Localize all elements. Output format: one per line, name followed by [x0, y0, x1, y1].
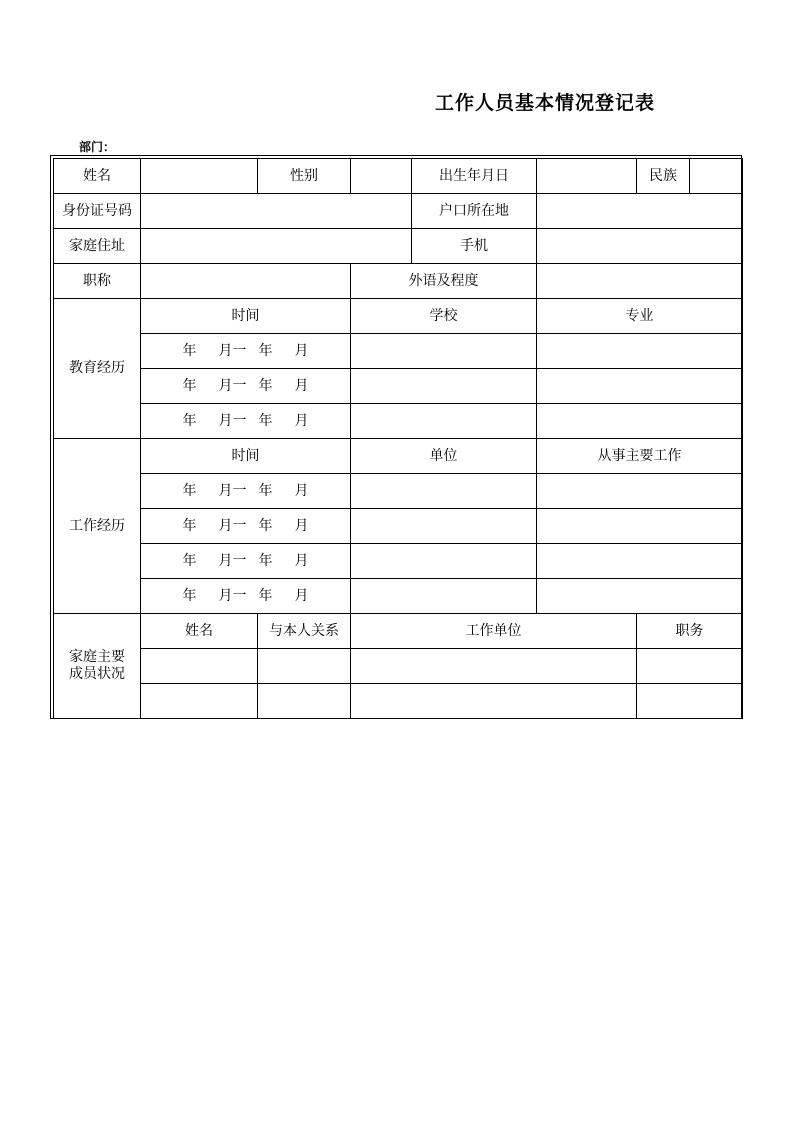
family-relation-header: 与本人关系: [258, 614, 351, 649]
year-start: 年: [182, 587, 197, 604]
month-end: 月: [294, 482, 309, 499]
work-time-cell[interactable]: [141, 474, 351, 509]
work-duty-field[interactable]: [537, 579, 743, 614]
education-school-header: 学校: [351, 299, 537, 334]
year-end: 年: [258, 552, 273, 569]
page-title: 工作人员基本情况登记表: [434, 92, 655, 114]
name-field[interactable]: [141, 159, 258, 194]
year-end: 年: [258, 482, 273, 499]
education-row: [54, 404, 743, 439]
work-row: [54, 474, 743, 509]
family-label-line-2: 成员状况: [69, 666, 125, 682]
basic-row-2: [54, 194, 743, 229]
month-end: 月: [294, 552, 309, 569]
ethnicity-label: 民族: [637, 159, 690, 194]
year-end: 年: [258, 412, 273, 429]
education-label: 教育经历: [54, 299, 141, 439]
month-start: 月一: [218, 482, 247, 499]
education-time-header: 时间: [141, 299, 351, 334]
hukou-label: 户口所在地: [412, 194, 537, 229]
work-unit-field[interactable]: [351, 544, 537, 579]
family-relation-field[interactable]: [258, 649, 351, 684]
work-unit-field[interactable]: [351, 474, 537, 509]
month-start: 月一: [218, 552, 247, 569]
month-end: 月: [294, 342, 309, 359]
gender-label: 性别: [258, 159, 351, 194]
education-time-cell[interactable]: [141, 334, 351, 369]
family-header-row: [54, 614, 743, 649]
month-start: 月一: [218, 587, 247, 604]
education-major-field[interactable]: [537, 334, 743, 369]
month-start: 月一: [218, 342, 247, 359]
family-label-line-1: 家庭主要: [69, 649, 125, 665]
work-time-cell[interactable]: [141, 509, 351, 544]
id-number-label: 身份证号码: [54, 194, 141, 229]
title-label: 职称: [54, 264, 141, 299]
education-major-field[interactable]: [537, 369, 743, 404]
work-row: [54, 579, 743, 614]
family-name-field[interactable]: [141, 684, 258, 719]
family-workplace-field[interactable]: [351, 684, 637, 719]
year-end: 年: [258, 377, 273, 394]
year-start: 年: [182, 552, 197, 569]
work-unit-header: 单位: [351, 439, 537, 474]
address-field[interactable]: [141, 229, 412, 264]
basic-row-4: [54, 264, 743, 299]
work-duty-field[interactable]: [537, 544, 743, 579]
year-start: 年: [182, 342, 197, 359]
family-name-header: 姓名: [141, 614, 258, 649]
education-major-header: 专业: [537, 299, 743, 334]
family-workplace-field[interactable]: [351, 649, 637, 684]
work-header-row: [54, 439, 743, 474]
month-end: 月: [294, 517, 309, 534]
hukou-field[interactable]: [537, 194, 743, 229]
month-start: 月一: [218, 517, 247, 534]
department-label: 部门：: [79, 140, 116, 154]
education-school-field[interactable]: [351, 334, 537, 369]
education-time-cell[interactable]: [141, 369, 351, 404]
id-number-field[interactable]: [141, 194, 412, 229]
education-time-cell[interactable]: [141, 404, 351, 439]
family-row: [54, 649, 743, 684]
work-time-header: 时间: [141, 439, 351, 474]
work-row: [54, 509, 743, 544]
family-label: [54, 614, 141, 719]
education-row: [54, 334, 743, 369]
month-end: 月: [294, 412, 309, 429]
month-end: 月: [294, 587, 309, 604]
ethnicity-field[interactable]: [690, 159, 743, 194]
mobile-label: 手机: [412, 229, 537, 264]
year-end: 年: [258, 342, 273, 359]
year-start: 年: [182, 517, 197, 534]
work-time-cell[interactable]: [141, 579, 351, 614]
education-header-row: [54, 299, 743, 334]
work-duty-header: 从事主要工作: [537, 439, 743, 474]
language-label: 外语及程度: [351, 264, 537, 299]
year-start: 年: [182, 412, 197, 429]
gender-field[interactable]: [351, 159, 412, 194]
education-school-field[interactable]: [351, 404, 537, 439]
birth-date-label: 出生年月日: [412, 159, 537, 194]
family-row: [54, 684, 743, 719]
title-field[interactable]: [141, 264, 351, 299]
month-start: 月一: [218, 412, 247, 429]
education-row: [54, 369, 743, 404]
work-time-cell[interactable]: [141, 544, 351, 579]
year-end: 年: [258, 517, 273, 534]
work-unit-field[interactable]: [351, 509, 537, 544]
name-label: 姓名: [54, 159, 141, 194]
language-field[interactable]: [537, 264, 743, 299]
education-major-field[interactable]: [537, 404, 743, 439]
year-start: 年: [182, 482, 197, 499]
family-workplace-header: 工作单位: [351, 614, 637, 649]
family-position-header: 职务: [637, 614, 743, 649]
work-unit-field[interactable]: [351, 579, 537, 614]
mobile-field[interactable]: [537, 229, 743, 264]
work-label: 工作经历: [54, 439, 141, 614]
family-position-field[interactable]: [637, 684, 743, 719]
year-start: 年: [182, 377, 197, 394]
work-duty-field[interactable]: [537, 509, 743, 544]
family-name-field[interactable]: [141, 649, 258, 684]
basic-row-3: [54, 229, 743, 264]
work-row: [54, 544, 743, 579]
registration-form: [53, 158, 743, 719]
month-start: 月一: [218, 377, 247, 394]
work-duty-field[interactable]: [537, 474, 743, 509]
education-school-field[interactable]: [351, 369, 537, 404]
month-end: 月: [294, 377, 309, 394]
basic-row-1: [54, 159, 743, 194]
family-position-field[interactable]: [637, 649, 743, 684]
birth-date-field[interactable]: [537, 159, 637, 194]
year-end: 年: [258, 587, 273, 604]
address-label: 家庭住址: [54, 229, 141, 264]
family-relation-field[interactable]: [258, 684, 351, 719]
